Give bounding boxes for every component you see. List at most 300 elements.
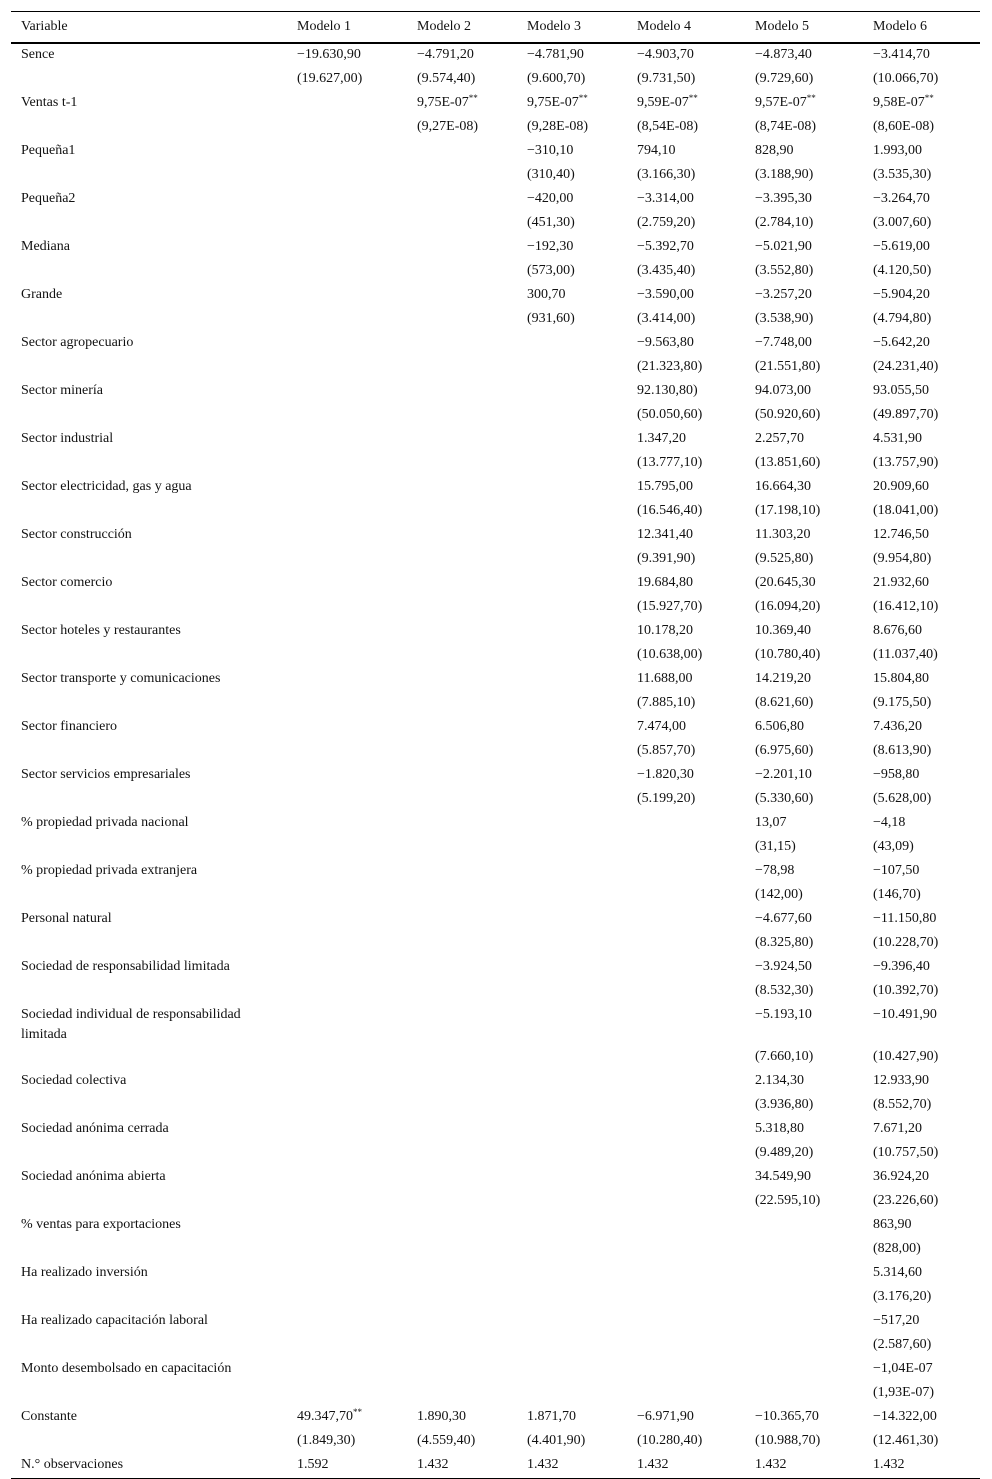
- model-value: [627, 1334, 745, 1358]
- model-value: [627, 956, 745, 980]
- model-value: [287, 1262, 407, 1286]
- model-value: (21.323,80): [637, 359, 703, 374]
- model-value: [627, 1358, 745, 1382]
- model-value: (8.621,60): [755, 695, 814, 710]
- table-row: [11, 1454, 980, 1479]
- model-value: [407, 1238, 517, 1262]
- model-value: [407, 1166, 517, 1190]
- table-row: [11, 860, 980, 884]
- model-value: 1.871,70: [527, 1409, 576, 1424]
- significance-marker: **: [353, 1407, 362, 1417]
- model-value: 9,59E-07**: [637, 93, 698, 110]
- model-value: −1.820,30: [637, 767, 694, 782]
- variable-label: [11, 1046, 287, 1070]
- model-value: −6.971,90: [637, 1409, 694, 1424]
- model-value: [627, 1310, 745, 1334]
- model-value: [517, 548, 627, 572]
- model-value: [407, 284, 517, 308]
- model-value: (10.780,40): [755, 647, 821, 662]
- model-value: (11.037,40): [873, 647, 938, 662]
- variable-label: [11, 116, 287, 140]
- model-value: 93.055,50: [873, 383, 929, 398]
- model-value: (9.600,70): [527, 71, 586, 86]
- model-value: (9,28E-08): [527, 119, 589, 134]
- table-row: [11, 524, 980, 548]
- model-value: 36.924,20: [873, 1169, 929, 1184]
- variable-label: Sociedad anónima abierta: [21, 1169, 166, 1184]
- table-row: [11, 452, 980, 476]
- model-value: (9.574,40): [417, 71, 476, 86]
- model-value: [287, 1310, 407, 1334]
- model-value: [287, 428, 407, 452]
- variable-label: [11, 836, 287, 860]
- table-row: [11, 1142, 980, 1166]
- model-value: 7.474,00: [637, 719, 686, 734]
- model-value: (4.794,80): [873, 311, 932, 326]
- model-value: [745, 1310, 863, 1334]
- variable-label: Sociedad anónima cerrada: [21, 1121, 169, 1136]
- model-value: [287, 476, 407, 500]
- variable-label: [11, 308, 287, 332]
- significance-marker: **: [468, 93, 478, 103]
- variable-label: [11, 164, 287, 188]
- variable-label: [11, 404, 287, 428]
- model-value: 828,90: [755, 143, 794, 158]
- variable-label: Sence: [21, 47, 55, 62]
- model-value: [627, 1070, 745, 1094]
- model-value: (9.954,80): [873, 551, 932, 566]
- table-row: [11, 236, 980, 260]
- model-value: [627, 1004, 745, 1046]
- model-value: [627, 812, 745, 836]
- model-value: [287, 164, 407, 188]
- model-value: 11.303,20: [755, 527, 811, 542]
- model-value: [287, 908, 407, 932]
- model-value: 2.134,30: [755, 1073, 804, 1088]
- model-value: (10.392,70): [873, 983, 939, 998]
- model-value: −420,00: [527, 191, 574, 206]
- model-value: 6.506,80: [755, 719, 804, 734]
- model-value: [745, 1358, 863, 1382]
- table-row: [11, 356, 980, 380]
- model-value: (50.920,60): [755, 407, 821, 422]
- variable-label: Sector minería: [21, 383, 104, 398]
- model-value: 300,70: [527, 287, 566, 302]
- table-row: [11, 692, 980, 716]
- model-value: [517, 572, 627, 596]
- model-value: −4.677,60: [755, 911, 812, 926]
- model-value: [287, 884, 407, 908]
- table-row: [11, 1004, 980, 1046]
- model-value: [287, 1004, 407, 1046]
- model-value: [407, 260, 517, 284]
- model-value: [407, 476, 517, 500]
- model-value: (9.729,60): [755, 71, 814, 86]
- model-value: [627, 1214, 745, 1238]
- model-value: [517, 356, 627, 380]
- variable-label: Sector comercio: [21, 575, 113, 590]
- model-value: [407, 812, 517, 836]
- table-row: [11, 716, 980, 740]
- model-value: [627, 1262, 745, 1286]
- model-value: [287, 668, 407, 692]
- table-row: [11, 380, 980, 404]
- table-row: [11, 740, 980, 764]
- model-value: (18.041,00): [873, 503, 939, 518]
- variable-label: Sector agropecuario: [21, 335, 134, 350]
- table-row: [11, 188, 980, 212]
- variable-label: [11, 980, 287, 1004]
- model-value: [407, 596, 517, 620]
- model-value: (8.325,80): [755, 935, 814, 950]
- model-value: −3.924,50: [755, 959, 812, 974]
- model-value: [517, 1262, 627, 1286]
- model-value: (7.660,10): [755, 1049, 814, 1064]
- table-row: [11, 332, 980, 356]
- model-value: [627, 932, 745, 956]
- model-value: [627, 980, 745, 1004]
- model-value: −5.642,20: [873, 335, 930, 350]
- model-value: (5.199,20): [637, 791, 696, 806]
- model-value: (24.231,40): [873, 359, 939, 374]
- variable-label: Sector financiero: [21, 719, 118, 734]
- model-value: (3.435,40): [637, 263, 696, 278]
- table-row: [11, 404, 980, 428]
- model-value: (146,70): [873, 887, 921, 902]
- model-value: [517, 1118, 627, 1142]
- table-row: [11, 980, 980, 1004]
- model-value: 5.318,80: [755, 1121, 804, 1136]
- model-value: [407, 620, 517, 644]
- model-value: (931,60): [527, 311, 575, 326]
- model-value: [517, 476, 627, 500]
- model-value: (451,30): [527, 215, 575, 230]
- table-row: [11, 1214, 980, 1238]
- variable-label: Pequeña1: [21, 143, 76, 158]
- model-value: 9,58E-07**: [873, 93, 934, 110]
- model-value: [745, 1382, 863, 1406]
- model-value: −7.748,00: [755, 335, 812, 350]
- model-value: 1.993,00: [873, 143, 922, 158]
- model-value: [517, 1286, 627, 1310]
- variable-label: [11, 884, 287, 908]
- model-value: [517, 500, 627, 524]
- model-value: [407, 1118, 517, 1142]
- table-row: [11, 1046, 980, 1070]
- variable-label: [11, 1334, 287, 1358]
- variable-label: [11, 1190, 287, 1214]
- table-row: [11, 1310, 980, 1334]
- model-value: [287, 1334, 407, 1358]
- model-value: [517, 884, 627, 908]
- model-value: (10.638,00): [637, 647, 703, 662]
- model-value: (310,40): [527, 167, 575, 182]
- variable-label: Ha realizado capacitación laboral: [21, 1313, 208, 1328]
- model-value: (3.535,30): [873, 167, 932, 182]
- model-value: [287, 260, 407, 284]
- table-row: [11, 644, 980, 668]
- variable-label: Constante: [21, 1409, 77, 1424]
- regression-table-container: [11, 11, 980, 1479]
- model-value: (7.885,10): [637, 695, 696, 710]
- model-value: [407, 1358, 517, 1382]
- model-value: [407, 1382, 517, 1406]
- model-value: [517, 1382, 627, 1406]
- model-value: [627, 1286, 745, 1310]
- significance-marker: **: [924, 93, 934, 103]
- model-value: 9,57E-07**: [755, 93, 816, 110]
- model-value: [287, 404, 407, 428]
- variable-label: % propiedad privada extranjera: [21, 863, 198, 878]
- model-value: (4.559,40): [417, 1433, 476, 1448]
- model-value: [407, 1310, 517, 1334]
- model-value: [407, 380, 517, 404]
- table-row: [11, 572, 980, 596]
- model-value: 20.909,60: [873, 479, 929, 494]
- model-value: (2.587,60): [873, 1337, 932, 1352]
- model-value: [407, 308, 517, 332]
- model-value: [517, 428, 627, 452]
- table-row: [11, 1070, 980, 1094]
- model-value: 12.341,40: [637, 527, 693, 542]
- model-value: 13,07: [755, 815, 787, 830]
- variable-label: [11, 356, 287, 380]
- model-value: (10.280,40): [637, 1433, 703, 1448]
- model-value: −14.322,00: [873, 1409, 937, 1424]
- variable-label: [11, 212, 287, 236]
- model-value: −4.903,70: [637, 47, 694, 62]
- model-value: (13.777,10): [637, 455, 703, 470]
- model-value: [407, 188, 517, 212]
- model-value: −9.563,80: [637, 335, 694, 350]
- model-value: (1,93E-07): [873, 1385, 935, 1400]
- model-value: [407, 572, 517, 596]
- model-value: [287, 812, 407, 836]
- model-value: (16.412,10): [873, 599, 939, 614]
- model-value: (16.546,40): [637, 503, 703, 518]
- model-value: 10.369,40: [755, 623, 811, 638]
- table-row: [11, 956, 980, 980]
- model-value: [287, 740, 407, 764]
- model-value: (5.330,60): [755, 791, 814, 806]
- column-header-modelo-4: Modelo 4: [627, 12, 745, 44]
- model-value: [407, 356, 517, 380]
- model-value: [407, 1286, 517, 1310]
- model-value: (10.066,70): [873, 71, 939, 86]
- model-value: 92.130,80): [637, 383, 698, 398]
- model-value: −3.264,70: [873, 191, 930, 206]
- model-value: −3.314,00: [637, 191, 694, 206]
- table-row: [11, 476, 980, 500]
- model-value: −310,10: [527, 143, 574, 158]
- model-value: 1.347,20: [637, 431, 686, 446]
- model-value: [287, 1142, 407, 1166]
- model-value: 2.257,70: [755, 431, 804, 446]
- variable-label: Sector hoteles y restaurantes: [21, 623, 181, 638]
- model-value: 1.432: [407, 1454, 517, 1479]
- model-value: [407, 1190, 517, 1214]
- model-value: [287, 1382, 407, 1406]
- model-value: [287, 716, 407, 740]
- model-value: [745, 1286, 863, 1310]
- model-value: (49.897,70): [873, 407, 939, 422]
- model-value: [287, 1166, 407, 1190]
- column-header-variable: Variable: [11, 12, 287, 44]
- model-value: (17.198,10): [755, 503, 821, 518]
- model-value: −3.590,00: [637, 287, 694, 302]
- model-value: [517, 692, 627, 716]
- model-value: [407, 548, 517, 572]
- model-value: [287, 956, 407, 980]
- table-row: [11, 908, 980, 932]
- model-value: [287, 308, 407, 332]
- model-value: [517, 596, 627, 620]
- model-value: (3.007,60): [873, 215, 932, 230]
- model-value: [627, 1166, 745, 1190]
- model-value: [407, 956, 517, 980]
- model-value: −4.781,90: [527, 47, 584, 62]
- model-value: [287, 92, 407, 116]
- model-value: [407, 644, 517, 668]
- model-value: (9.175,50): [873, 695, 932, 710]
- model-value: (19.627,00): [297, 71, 363, 86]
- variable-label: [11, 1142, 287, 1166]
- model-value: [407, 500, 517, 524]
- model-value: [287, 692, 407, 716]
- model-value: [287, 548, 407, 572]
- column-header-modelo-6: Modelo 6: [863, 12, 980, 44]
- variable-label: Monto desembolsado en capacitación: [21, 1361, 232, 1376]
- variable-label: Sector construcción: [21, 527, 132, 542]
- table-row: [11, 500, 980, 524]
- model-value: [287, 620, 407, 644]
- variable-label: Sociedad individual de responsabilidad limitada: [21, 1007, 241, 1042]
- model-value: [517, 1142, 627, 1166]
- model-value: −5.021,90: [755, 239, 812, 254]
- model-value: 1.890,30: [417, 1409, 466, 1424]
- model-value: [287, 188, 407, 212]
- model-value: (5.628,00): [873, 791, 932, 806]
- model-value: (9.489,20): [755, 1145, 814, 1160]
- model-value: [517, 1214, 627, 1238]
- model-value: −4.791,20: [417, 47, 474, 62]
- variable-label: [11, 740, 287, 764]
- variable-label: [11, 1430, 287, 1454]
- regression-table: [11, 11, 980, 1479]
- model-value: [627, 908, 745, 932]
- table-row: [11, 764, 980, 788]
- model-value: [287, 524, 407, 548]
- model-value: [517, 380, 627, 404]
- variable-label: [11, 692, 287, 716]
- variable-label: [11, 500, 287, 524]
- variable-label: [11, 260, 287, 284]
- model-value: [407, 980, 517, 1004]
- variable-label: [11, 68, 287, 92]
- model-value: 21.932,60: [873, 575, 929, 590]
- column-header-modelo-3: Modelo 3: [517, 12, 627, 44]
- model-value: [407, 836, 517, 860]
- model-value: [627, 884, 745, 908]
- model-value: (3.552,80): [755, 263, 814, 278]
- model-value: [287, 1046, 407, 1070]
- variable-label: Pequeña2: [21, 191, 76, 206]
- model-value: [287, 1118, 407, 1142]
- model-value: −517,20: [873, 1313, 920, 1328]
- model-value: (4.120,50): [873, 263, 932, 278]
- model-value: (31,15): [755, 839, 796, 854]
- model-value: [287, 932, 407, 956]
- model-value: [287, 452, 407, 476]
- model-value: 19.684,80: [637, 575, 693, 590]
- model-value: (21.551,80): [755, 359, 821, 374]
- model-value: [287, 332, 407, 356]
- model-value: [407, 452, 517, 476]
- model-value: (9.525,80): [755, 551, 814, 566]
- table-row: [11, 932, 980, 956]
- model-value: [287, 1358, 407, 1382]
- model-value: −19.630,90: [297, 47, 361, 62]
- model-value: [407, 1142, 517, 1166]
- model-value: (2.759,20): [637, 215, 696, 230]
- table-row: [11, 164, 980, 188]
- model-value: (9,27E-08): [417, 119, 479, 134]
- model-value: [745, 1214, 863, 1238]
- model-value: [517, 1166, 627, 1190]
- model-value: −1,04E-07: [873, 1361, 933, 1376]
- model-value: (12.461,30): [873, 1433, 939, 1448]
- model-value: −9.396,40: [873, 959, 930, 974]
- table-row: [11, 620, 980, 644]
- model-value: −107,50: [873, 863, 920, 878]
- table-row: [11, 788, 980, 812]
- variable-label: Grande: [21, 287, 63, 302]
- table-row: [11, 43, 980, 68]
- table-row: [11, 308, 980, 332]
- model-value: 1.432: [627, 1454, 745, 1479]
- variable-label: Ha realizado inversión: [21, 1265, 148, 1280]
- model-value: −2.201,10: [755, 767, 812, 782]
- table-row: [11, 1190, 980, 1214]
- model-value: (10.988,70): [755, 1433, 821, 1448]
- model-value: (20.645,30: [755, 575, 816, 590]
- model-value: [287, 500, 407, 524]
- significance-marker: **: [806, 93, 816, 103]
- model-value: [287, 788, 407, 812]
- model-value: [407, 1046, 517, 1070]
- variable-label: [11, 548, 287, 572]
- significance-marker: **: [688, 93, 698, 103]
- table-row: [11, 548, 980, 572]
- model-value: [287, 644, 407, 668]
- model-value: [287, 356, 407, 380]
- model-value: [407, 332, 517, 356]
- model-value: [745, 1238, 863, 1262]
- model-value: [287, 596, 407, 620]
- model-value: [407, 1004, 517, 1046]
- model-value: 794,10: [637, 143, 676, 158]
- model-value: [407, 692, 517, 716]
- variable-label: Sector servicios empresariales: [21, 767, 191, 782]
- model-value: 14.219,20: [755, 671, 811, 686]
- model-value: −5.392,70: [637, 239, 694, 254]
- model-value: −192,30: [527, 239, 574, 254]
- model-value: [407, 932, 517, 956]
- model-value: (10.757,50): [873, 1145, 939, 1160]
- table-row: [11, 1262, 980, 1286]
- model-value: [517, 956, 627, 980]
- model-value: (3.166,30): [637, 167, 696, 182]
